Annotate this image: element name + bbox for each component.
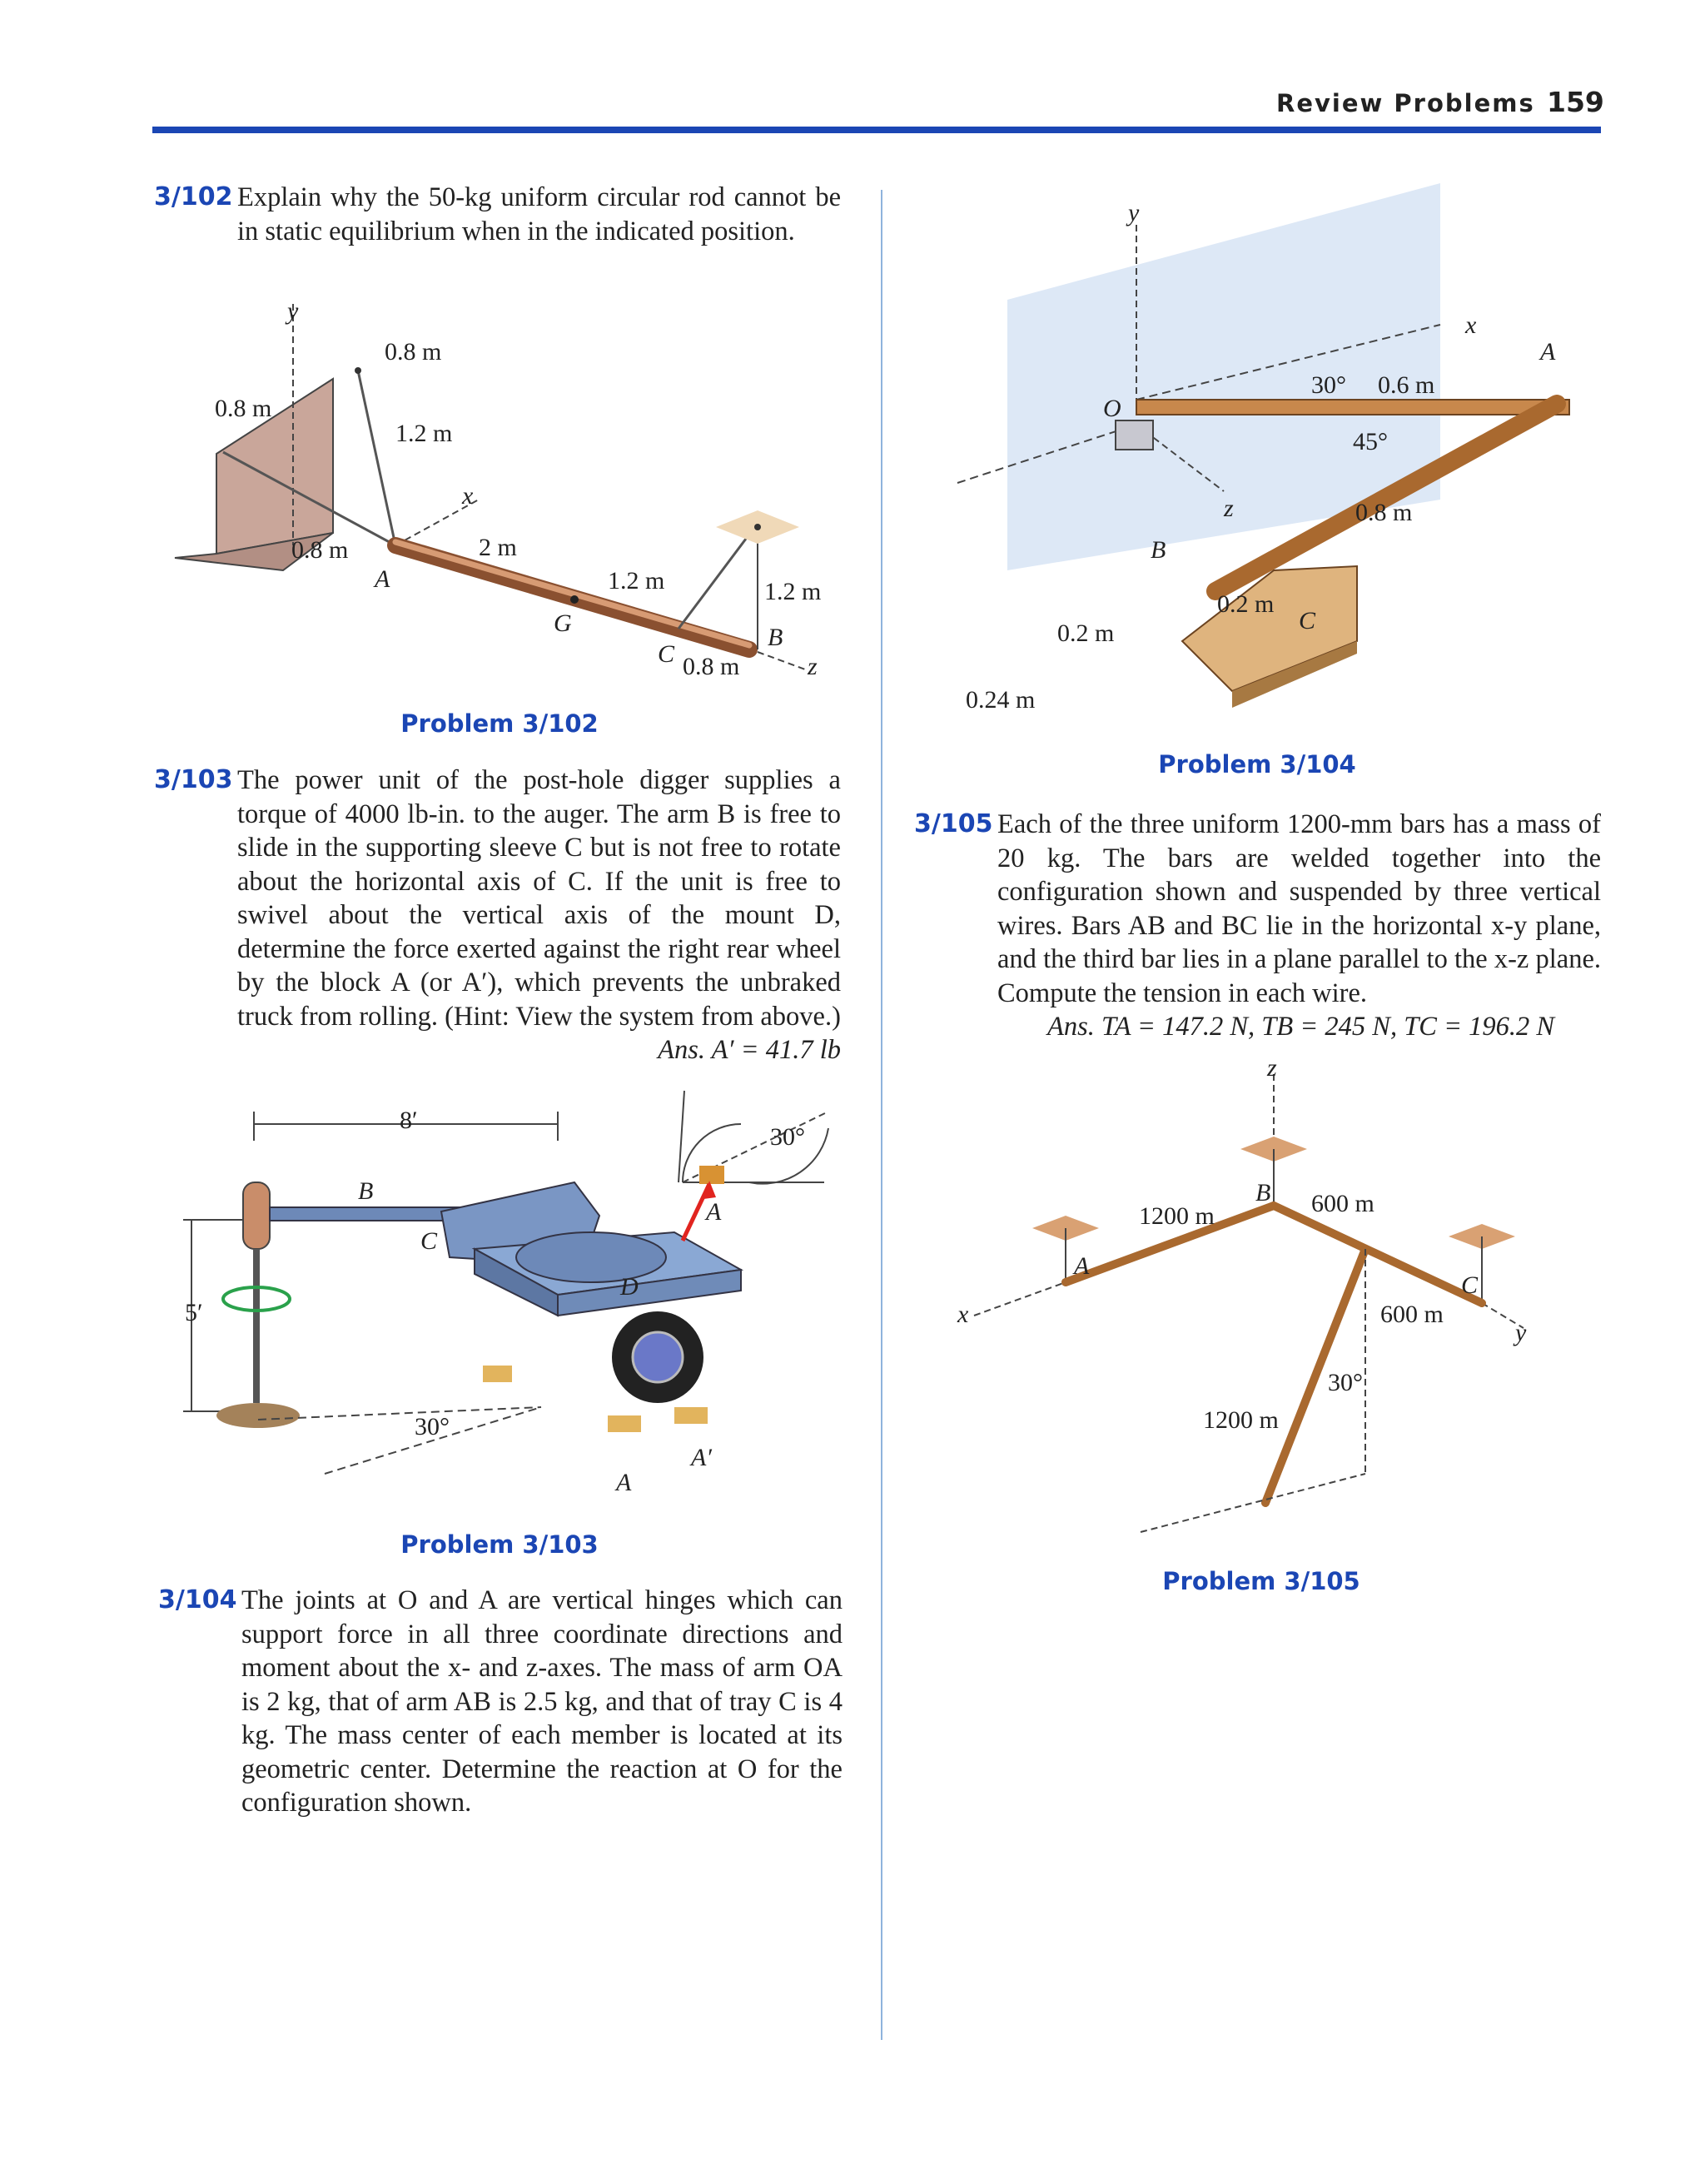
label-block-a: A [616, 1469, 632, 1496]
answer-3-105: Ans. TA = 147.2 N, TB = 245 N, TC = 196.2 N [1047, 1012, 1555, 1042]
label-angle-30-inset: 30° [770, 1123, 805, 1151]
label-point-g: G [554, 609, 572, 637]
label-dim-right: 1.2 m [764, 578, 822, 605]
problem-3-104 [158, 1584, 843, 1820]
label-angle-30: 30° [1328, 1369, 1363, 1396]
label-dim-mid-c: 600 m [1380, 1301, 1444, 1328]
label-dim-0-8: 0.8 m [1355, 499, 1413, 526]
caption-3-104: Problem 3/104 [1158, 750, 1356, 779]
answer-3-103: Ans. A′ = 41.7 lb [658, 1035, 841, 1065]
label-hinge-o: O [1103, 395, 1121, 422]
label-dim-b-mid: 600 m [1311, 1190, 1374, 1217]
column-divider [881, 190, 882, 2040]
label-point-a: A [375, 565, 390, 593]
problem-number: 3/105 [914, 809, 993, 838]
label-tray-c: C [1299, 607, 1316, 634]
label-y-axis: y [1128, 199, 1140, 226]
label-dim-left: 0.8 m [215, 395, 272, 422]
label-end-b: B [1151, 536, 1166, 564]
label-dim-vertical-bar: 1200 m [1203, 1406, 1279, 1434]
label-point-b: B [1255, 1179, 1271, 1206]
label-dim-top: 0.8 m [385, 338, 442, 366]
caption-3-102: Problem 3/102 [400, 709, 599, 738]
problem-number: 3/104 [158, 1585, 237, 1614]
figure-3-102 [167, 297, 833, 687]
problem-text: Explain why the 50-kg uniform circular rod cannot be in static equilibrium when in the indicated position. [237, 182, 841, 246]
label-point-c: C [1461, 1271, 1479, 1299]
label-dim-base: 0.8 m [291, 536, 349, 564]
label-dim-cable: 1.2 m [395, 420, 453, 447]
label-x-axis: x [957, 1301, 969, 1328]
label-inset-a: A [706, 1198, 722, 1226]
problem-number: 3/102 [154, 182, 233, 211]
label-z-axis: z [1267, 1054, 1277, 1082]
caption-3-103: Problem 3/103 [400, 1530, 599, 1559]
problem-3-103 [154, 764, 841, 1067]
figure-3-105 [957, 1054, 1582, 1540]
label-dim-rod: 2 m [479, 534, 517, 561]
label-hinge-a: A [1540, 338, 1556, 366]
label-dim-0-2b: 0.2 m [1057, 619, 1115, 647]
label-angle-30: 30° [415, 1413, 450, 1440]
label-dim-end: 0.8 m [683, 653, 740, 680]
label-dim-0-2a: 0.2 m [1217, 590, 1275, 618]
label-y-axis: y [1515, 1319, 1527, 1346]
label-angle-30: 30° [1311, 371, 1346, 399]
label-sleeve-c: C [420, 1227, 438, 1255]
label-x-axis: x [1465, 311, 1477, 339]
label-height-5ft: 5′ [185, 1299, 203, 1326]
caption-3-105: Problem 3/105 [1162, 1567, 1360, 1595]
label-angle-45: 45° [1353, 428, 1388, 455]
problem-text: Each of the three uniform 1200-mm bars has a mass of 20 kg. The bars are welded together into the configuration shown and suspended by three vertical wires. Bars AB and BC lie in the horizontal x-y plane, and the third bar lies in a plane parallel to the x-z plane. Compute the tension in each wire. [997, 809, 1601, 1008]
label-mount-d: D [620, 1273, 639, 1301]
problem-3-102 [154, 181, 841, 248]
page-number: 159 [1547, 86, 1604, 118]
label-arm-b: B [358, 1177, 374, 1205]
label-point-a: A [1074, 1252, 1090, 1280]
label-dim-0-6: 0.6 m [1378, 371, 1435, 399]
label-y: y [287, 297, 299, 325]
problem-text: The power unit of the post-hole digger supplies a torque of 4000 lb-in. to the auger. The arm B is free to slide in the supporting sleeve C but is not free to rotate about the horizontal axis of C. If the unit is free to swivel about the vertical axis of the mount D, determine the force exerted against the right rear wheel by the block A (or A′), which prevents the unbraked truck from rolling. (Hint: View the system from above.) [237, 765, 841, 1032]
problem-number: 3/103 [154, 765, 233, 794]
label-length-8ft: 8′ [400, 1107, 418, 1134]
running-header-title: Review Problems [1276, 89, 1535, 117]
problem-text: The joints at O and A are vertical hinges which can support force in all three coordinate directions and moment about the x- and z-axes. The mass of arm OA is 2 kg, that of arm AB is 2.5 kg, and that of tray C is 4 kg. The mass center of each member is located at its geometric center. Determine the reaction at O for the configuration shown. [241, 1585, 843, 1818]
label-point-b: B [768, 624, 783, 651]
label-z: z [808, 653, 818, 680]
header-rule [152, 127, 1601, 133]
figure-3-103 [167, 1091, 833, 1507]
label-dim-mid: 1.2 m [608, 567, 665, 595]
label-x: x [462, 482, 474, 510]
label-block-a-prime: A′ [691, 1444, 712, 1471]
figure-3-104 [957, 175, 1582, 724]
label-dim-ab: 1200 m [1139, 1202, 1215, 1230]
problem-3-105 [914, 808, 1601, 1044]
label-point-c: C [658, 640, 675, 668]
label-z-axis: z [1224, 495, 1234, 522]
label-dim-0-24: 0.24 m [966, 686, 1036, 714]
